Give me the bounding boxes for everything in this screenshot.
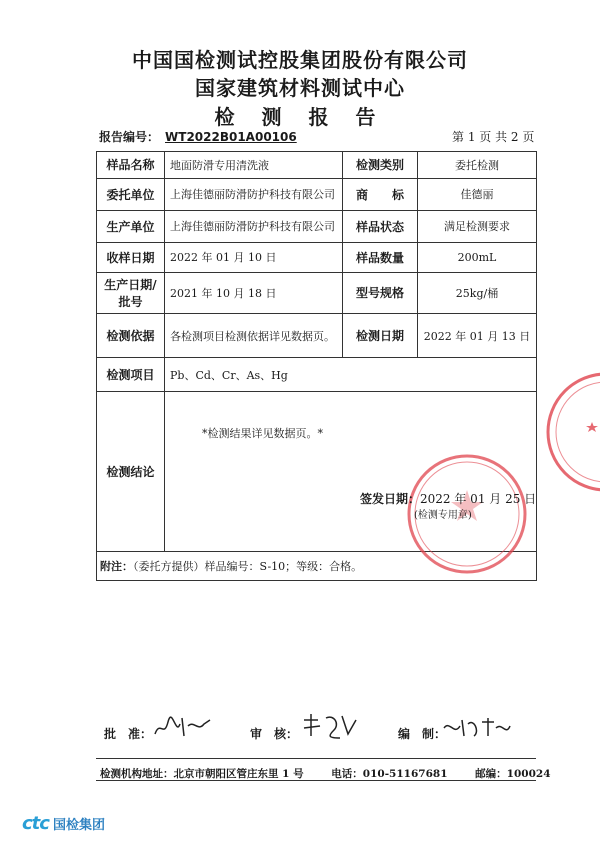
report-title: 检 测 报 告 [214,105,386,129]
test-type: 委托检测 [418,152,537,179]
review-signature [300,710,360,742]
quantity-label: 样品数量 [343,242,418,272]
compile-signature [440,714,512,742]
sample-name-label: 样品名称 [97,152,165,179]
report-number [99,128,297,145]
producer: 上海佳德丽防滑防护科技有限公司 [165,210,343,242]
test-date-label: 检测日期 [343,313,418,357]
note-text: （委托方提供）样品编号：S-10；等级：合格。 [133,560,363,573]
brand: 佳德丽 [418,178,537,210]
prod-date: 2021 年 10 月 18 日 [165,272,343,313]
footer-bottom-rule [96,780,536,781]
note [100,558,362,574]
ctc-logo [22,813,105,834]
logo-mark: ctc [22,813,49,834]
receive-date: 2022 年 01 月 10 日 [165,242,343,272]
issue-date-value: 2022 年 01 月 25 日 [420,492,537,506]
client: 上海佳德丽防滑防护科技有限公司 [165,178,343,210]
spec-label: 型号规格 [343,272,418,313]
approve-label: 批 准： [104,727,153,741]
postcode: 100024 [506,768,551,780]
logo-name: 国检集团 [52,818,105,833]
conclusion-text: *检测结果详见数据页。* [202,427,323,440]
items-label: 检测项目 [97,358,165,392]
spec: 25kg/桶 [418,272,537,313]
phone: 010-51167681 [362,768,448,780]
report-number-label: 报告编号： [99,130,160,144]
basis-label: 检测依据 [97,313,165,357]
state: 满足检测要求 [418,210,537,242]
postcode-label: 邮编： [475,768,507,780]
company-title: 中国国检测试控股集团股份有限公司 [132,48,468,72]
address-label: 检测机构地址： [100,768,174,780]
seal-note: (检测专用章) [414,510,472,521]
report-number-value: WT2022B01A00106 [165,130,297,144]
brand-label: 商 标 [343,178,418,210]
producer-label: 生产单位 [97,210,165,242]
phone-label: 电话： [331,768,363,780]
items: Pb、Cd、Cr、As、Hg [165,358,537,392]
issue-date [360,490,536,507]
receive-date-label: 收样日期 [97,242,165,272]
prod-date-label: 生产日期/批号 [97,272,165,313]
note-label: 附注： [100,560,133,573]
client-label: 委托单位 [97,178,165,210]
compile-label: 编 制： [398,727,447,741]
sample-name: 地面防滑专用清洗液 [165,152,343,179]
conclusion-label: 检测结论 [97,392,165,552]
state-label: 样品状态 [343,210,418,242]
test-type-label: 检测类别 [343,152,418,179]
approve-signature [152,712,214,742]
address: 北京市朝阳区管庄东里 1 号 [173,768,304,780]
footer-top-rule [96,758,536,759]
footer-info [100,766,551,781]
test-date: 2022 年 01 月 13 日 [418,313,537,357]
review-label: 审 核： [250,727,299,741]
issue-label: 签发日期： [360,492,421,506]
side-seal-stamp [540,370,600,500]
page-info: 第 1 页 共 2 页 [452,130,535,144]
center-title: 国家建筑材料测试中心 [195,76,405,100]
quantity: 200mL [418,242,537,272]
basis: 各检测项目检测依据详见数据页。 [165,313,343,357]
